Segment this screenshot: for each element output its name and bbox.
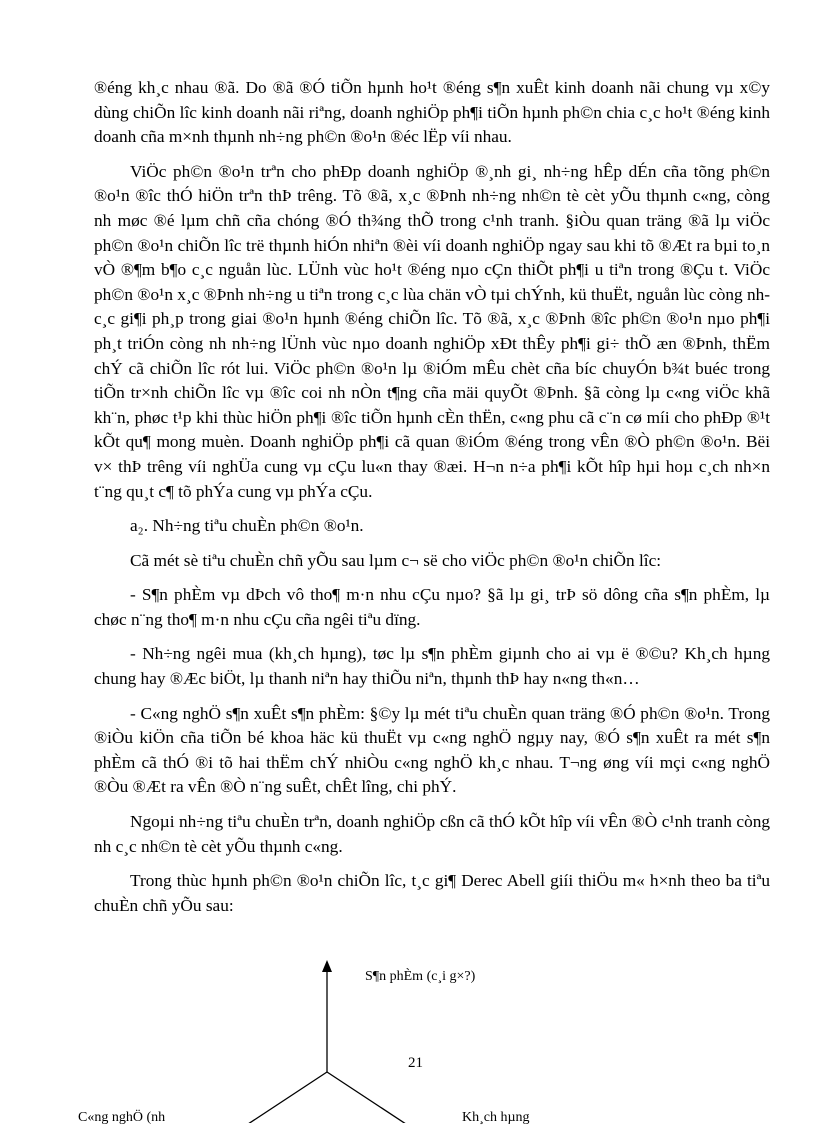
axis-label-customers: Kh¸ch hµng: [462, 1110, 530, 1125]
abell-model-diagram: [0, 950, 816, 1123]
bullet-product: - S¶n phÈm vµ dÞch vô tho¶ m·n nhu cÇu nµo? §ã lµ gi¸ trÞ sö dông cña s¶n phÈm, lµ chøc n¨ng tho¶ m·n nhu cÇu cña ngêi tiªu dïng.: [94, 585, 770, 629]
axis-label-technology: C«ng nghÖ (nh: [78, 1110, 166, 1125]
subheading-criteria: a₂. Nh÷ng tiªu chuÈn ph©n ®o¹n.: [130, 516, 364, 536]
paragraph-criteria-intro: Cã mét sè tiªu chuÈn chñ yÕu sau lµm c¬ së cho viÖc ph©n ®o¹n chiÕn lîc:: [130, 550, 662, 570]
body-text: [94, 76, 770, 928]
axis-label-product: S¶n phÈm (c¸i g×?): [365, 969, 476, 984]
axis-left-diagonal: [242, 1072, 327, 1123]
bullet-technology: - C«ng nghÖ s¶n xuÊt s¶n phÈm: §©y lµ mét tiªu chuÈn quan träng ®Ó ph©n ®o¹n. Trong ®iÒu kiÖn cña tiÕn bé khoa häc kü thuËt vµ c«ng nghÖ ngµy nay, ®Ó s¶n xuÊt ra mét s¶n phÈm cã thÓ ®i tõ hai thËm chÝ nhiÒu c«ng nghÖ kh¸c nhau. T¬ng øng víi mçi c«ng nghÖ ®Òu ®Æt ra vÊn ®Ò n¨ng suÊt, chÊt lîng, chi phÝ.: [94, 703, 770, 797]
axis-arrowhead: [322, 960, 332, 972]
paragraph-additional: Ngoµi nh÷ng tiªu chuÈn trªn, doanh nghiÖp cßn cã thÓ kÕt hîp víi vÊn ®Ò c¹nh tranh còng nh c¸c nh©n tè cèt yÕu thµnh c«ng.: [94, 812, 770, 856]
bullet-buyers: - Nh÷ng ngêi mua (kh¸ch hµng), tøc lµ s¶n phÈm giµnh cho ai vµ ë ®©u? Kh¸ch hµng chung hay ®Æc biÖt, lµ thanh niªn hay thiÕu niªn, thµnh thÞ hay n«ng th«n…: [94, 644, 770, 689]
page-number: 21: [408, 1055, 423, 1071]
paragraph-abell: Trong thùc hµnh ph©n ®o¹n chiÕn lîc, t¸c gi¶ Derec Abell giíi thiÖu m« h×nh theo ba tiªu chuÈn chñ yÕu sau:: [94, 871, 770, 915]
axis-right-diagonal: [327, 1072, 412, 1123]
paragraph-segmentation: ViÖc ph©n ®o¹n trªn cho phÐp doanh nghiÖp ®¸nh gi¸ nh÷ng hÊp dÉn cña tõng ph©n ®o¹n ®îc thÓ hiÖn trªn thÞ trêng. Tõ ®ã, x¸c ®Þnh nh÷ng nh©n tè cèt yÕu thµnh c«ng, còng nh møc ®é lµm chñ cña chóng ®Ó th¾ng thÕ trong c¹nh tranh. §iÒu quan träng ®ã lµ viÖc ph©n ®o¹n chiÕn lîc trë thµnh hiÓn nhiªn ®èi víi doanh nghiÖp ngay sau khi tõ ®Æt ra bµi to¸n vÒ ®¶m b¶o c¸c nguån lùc. LÜnh vùc ho¹t ®éng nµo cÇn thiÕt ph¶i u tiªn trong ®Çu t. ViÖc ph©n ®o¹n x¸c ®Þnh nh÷ng u tiªn trong c¸c lùa chän vÒ tµi chÝnh, kü thuËt, nguån lùc còng nh c¸c gi¶i ph¸p trong giai ®o¹n hµnh ®éng chiÕn lîc. Tõ ®ã, x¸c ®Þnh ®îc ph©n ®o¹n nµo ph¶i ph¸t triÓn còng nh nh÷ng lÜnh vùc nµo doanh nghiÖp xÐt thÊy ph¶i gi÷ thÕ æn ®Þnh, thËm chÝ cã chiÕn lîc rót lui. ViÖc ph©n ®o¹n lµ ®iÓm mÊu chèt cña bíc chuyÓn b¾t buéc trong tiÕn tr×nh chiÕn lîc vµ ®îc coi nh nÒn t¶ng cña mäi quyÕt ®Þnh. §ã còng lµ c«ng viÖc khã kh¨n, phøc t¹p khi thùc hiÖn ph¶i ®îc tiÕn hµnh cÈn thËn, c«ng phu cã c¨n cø míi cho phÐp ®¹t kÕt qu¶ mong muèn. Doanh nghiÖp ph¶i cã quan ®iÓm ®éng trong vÊn ®Ò ph©n ®o¹n. Bëi v× thÞ trêng víi nghÜa cung vµ cÇu lu«n thay ®æi. H¬n n÷a ph¶i kÕt hîp hµi hoµ c¸ch nh×n t¨ng qu¸t c¶ tõ phÝa cung vµ phÝa cÇu.: [94, 161, 770, 501]
paragraph-continuation: ®éng kh¸c nhau ®ã. Do ®ã ®Ó tiÕn hµnh ho¹t ®éng s¶n xuÊt kinh doanh nãi chung vµ x©y dùng chiÕn lîc kinh doanh nãi riªng, doanh nghiÖp ph¶i tiÕn hµnh ph©n chia c¸c ho¹t ®éng kinh doanh cña m×nh thµnh nh÷ng ph©n ®o¹n ®éc lËp víi nhau.: [94, 78, 770, 147]
